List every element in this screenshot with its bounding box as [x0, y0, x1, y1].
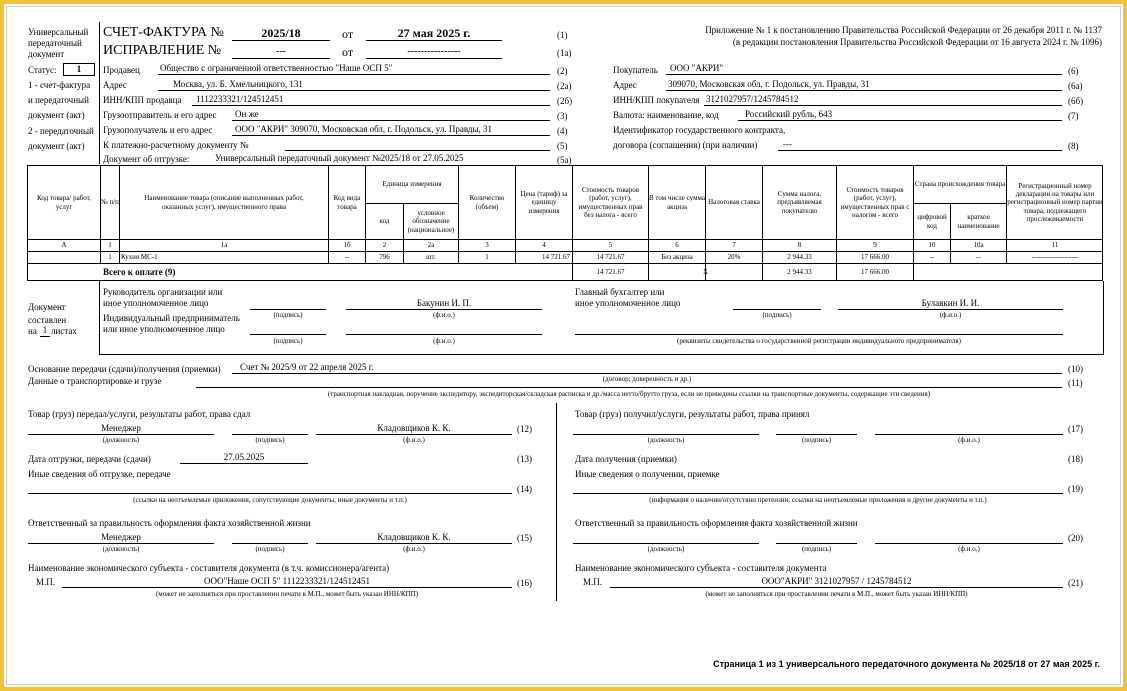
th-country-code: цифровой код	[917, 213, 947, 230]
correction-title: ИСПРАВЛЕНИЕ №	[103, 43, 222, 58]
other-ship-label: Иные сведения об отгрузке, передаче	[28, 469, 171, 479]
resp-right-sign-cap: (подпись)	[801, 545, 832, 553]
resp-left-sign-cap: (подпись)	[255, 545, 285, 553]
buyer-addr-label: Адрес	[613, 80, 637, 90]
resp-right-label: Ответственный за правильность оформления факта хозяйственной жизни	[575, 518, 858, 528]
given-position-line	[28, 434, 214, 435]
status-value: 1	[76, 64, 82, 74]
col-number: 1	[108, 241, 112, 250]
basis-code: (10)	[1068, 364, 1083, 374]
gov-value: ---	[783, 139, 792, 149]
buyer-inn-code: (6б)	[1068, 96, 1084, 106]
resp-left-position: Менеджер	[101, 532, 141, 542]
total-tax: 2 944.33	[787, 267, 812, 276]
total-cost: 14 721.67	[596, 267, 625, 276]
row-unit-name: шт.	[426, 253, 436, 262]
entity-left-label: Наименование экономического субъекта - составителя документа (в т.ч. комиссионера/агента)	[28, 563, 390, 573]
total-label: Всего к оплате (9)	[103, 267, 176, 277]
col-number: 5	[608, 241, 613, 250]
entity-left-cap: (может не заполняться при проставлении печати в М.П., может быть указан ИНН/КПП)	[155, 590, 419, 598]
seller-inn-line	[192, 105, 550, 106]
received-fio-cap: (ф.и.о.)	[958, 436, 980, 444]
col-number: 1б	[343, 241, 351, 250]
seller-addr-line	[158, 90, 550, 91]
sign-left-border	[99, 281, 100, 355]
row-price: 14 721.67	[542, 253, 570, 262]
th-price: Цена (тариф) за единицу измерения	[520, 190, 568, 215]
th-code: Код товара/ работ, услуг	[37, 194, 91, 211]
correction-from: от	[342, 45, 354, 59]
col-number: 9	[873, 241, 877, 250]
ip-sign-line	[250, 334, 326, 335]
payment-line	[285, 150, 550, 151]
entity-right: ООО"АКРИ" 3121027957 / 1245784512	[761, 576, 912, 586]
seller-inn-code: (2б)	[557, 96, 573, 106]
col-number: А	[61, 241, 67, 250]
buyer-inn: 3121027957/1245784512	[706, 94, 799, 104]
row-code	[28, 252, 100, 263]
correction-date: ----------------	[407, 46, 461, 57]
received-sign-cap: (подпись)	[801, 436, 832, 444]
buyer-name: ООО "АКРИ"	[670, 63, 724, 73]
consignee: ООО "АКРИ" 309070, Московская обл, г. Подольск, ул. Правды, 31	[235, 124, 493, 134]
ip-reg-line	[575, 334, 1063, 335]
invoice-from: от	[342, 27, 354, 41]
th-unit-name: условное обозначение (национальное)	[407, 209, 455, 234]
shipdoc-label: Документ об отгрузке:	[103, 154, 190, 164]
code-14: (14)	[517, 484, 532, 494]
ship-date-label: Дата отгрузки, передачи (сдачи)	[28, 454, 151, 464]
entity-left: ООО"Наше ОСП 5" 1112233321/124512451	[204, 576, 370, 586]
seller-inn-label: ИНН/КПП продавца	[103, 95, 182, 105]
th-tax: Сумма налога, предъявляемая покупателю	[777, 190, 822, 215]
recv-date-label: Дата получения (приемки)	[575, 454, 677, 464]
invoice-code: (1)	[557, 30, 568, 40]
transport-line	[196, 387, 1062, 388]
head-name: Бакунин И. П.	[416, 298, 472, 308]
col-number: 8	[797, 241, 802, 250]
head-sign-cap: (подпись)	[273, 311, 303, 319]
th-num: № п/п	[101, 198, 119, 207]
ip-fio-cap: (ф.и.о.)	[433, 337, 455, 345]
seller-label: Продавец	[103, 65, 140, 75]
seller-code: (2)	[557, 66, 568, 76]
payment-code: (5)	[557, 141, 568, 151]
consignee-code: (4)	[557, 126, 568, 136]
resp-left-label: Ответственный за правильность оформления факта хозяйственной жизни	[28, 518, 311, 528]
doc-compiled-3: на	[28, 326, 37, 336]
basis-cap: (договор; доверенность и др.)	[602, 375, 692, 383]
total-sum: 17 666.00	[861, 267, 889, 276]
mp-right: М.П.	[583, 577, 603, 587]
invoice-number-line	[232, 40, 330, 41]
resp-left-pos-cap: (должность)	[102, 545, 140, 553]
row-excise: Без акциза	[661, 253, 693, 262]
given-sign-line	[232, 434, 308, 435]
ip-sign-cap: (подпись)	[273, 337, 303, 345]
currency: Российский рубль, 643	[745, 109, 833, 119]
status-note5: документ (акт)	[28, 141, 85, 151]
ship-date-line	[180, 463, 308, 464]
given-sign-cap: (подпись)	[255, 436, 285, 444]
buyer-inn-line	[704, 105, 1062, 106]
payment-label: К платежно-расчетному документу №	[103, 140, 249, 150]
row-cost: 14 721.67	[596, 253, 625, 262]
buyer-addr-code: (6а)	[1068, 81, 1083, 91]
row-rate: 20%	[727, 253, 741, 262]
invoice-date-line	[366, 40, 502, 41]
entity-left-line	[62, 587, 512, 588]
th-excise: В том числе сумма акциза	[649, 194, 705, 211]
buyer-addr-line	[666, 90, 1062, 91]
col-number: 10а	[973, 241, 984, 250]
th-rate: Налоговая ставка	[708, 198, 760, 207]
appendix-line2: (в редакции постановления Правительства Российской Федерации от 16 августа 2024 г. № 1096)	[732, 37, 1102, 47]
head-name-line	[346, 309, 542, 310]
gov-label1: Идентификатор государственного контракта,	[613, 125, 786, 135]
code-20: (20)	[1068, 533, 1083, 543]
row-name: Кухня МС-1	[121, 253, 158, 262]
status-note4: 2 - передаточный	[28, 126, 94, 136]
shipdoc: Универсальный передаточный документ №2025/18 от 27.05.2025	[215, 153, 464, 163]
mp-left: М.П.	[36, 577, 56, 587]
currency-line	[738, 120, 1062, 121]
col-number: 3	[485, 241, 489, 250]
col-number: 1а	[220, 241, 228, 250]
th-cost: Стоимость товаров (работ, услуг), имущественных прав без налога - всего	[578, 186, 643, 219]
acc-label-1: Главный бухгалтер или	[575, 287, 665, 297]
sign-bottom-border	[99, 354, 1103, 355]
code-17: (17)	[1068, 424, 1083, 434]
th-name: Наименование товара (описание выполненных работ, оказанных услуг), имущественного права	[144, 194, 304, 211]
received-sign-line	[776, 434, 857, 435]
status-note1: 1 - счет-фактура	[28, 80, 91, 90]
given-pos-cap: (должность)	[102, 436, 140, 444]
basis-value: Счет № 2025/9 от 22 апреля 2025 г.	[240, 362, 374, 372]
buyer-label: Покупатель	[613, 65, 658, 75]
shipper: Он же	[235, 109, 259, 119]
received-position-line	[573, 434, 759, 435]
head-label-1: Руководитель организации или	[103, 287, 223, 297]
doc-type-label: Универсальный передаточный документ	[28, 27, 89, 59]
row-country-code: --	[929, 253, 935, 262]
th-country: Страна происхождения товара	[914, 180, 1006, 189]
resp-left-position-line	[28, 543, 214, 544]
resp-left-name: Кладовщиков К. К.	[377, 532, 451, 542]
status-label: Статус:	[28, 65, 57, 75]
row-country-name: --	[976, 253, 981, 262]
entity-right-line	[610, 587, 1063, 588]
correction-number: ---	[276, 46, 286, 57]
shipper-code: (3)	[557, 111, 568, 121]
resp-left-name-line	[316, 543, 512, 544]
basis-label: Основание передачи (сдачи)/получения (приемки)	[28, 364, 221, 374]
head-sign-line	[250, 309, 326, 310]
resp-right-name-line	[875, 543, 1063, 544]
appendix-line1: Приложение № 1 к постановлению Правительства Российской Федерации от 26 декабря 2011 г. № 1137	[705, 25, 1102, 35]
buyer-name-line	[666, 74, 1062, 75]
col-number: 4	[542, 241, 546, 250]
shipper-label: Грузоотправитель и его адрес	[103, 110, 217, 120]
seller-addr-code: (2а)	[557, 81, 572, 91]
status-note3: документ (акт)	[28, 110, 85, 120]
row-num: 1	[108, 253, 112, 262]
col-number: 2а	[427, 241, 435, 250]
buyer-addr: 309070, Московская обл, г. Подольск, ул. Правды, 31	[668, 79, 870, 89]
status-note2: и передаточный	[28, 95, 89, 105]
code-12: (12)	[517, 424, 532, 434]
resp-left-fio-cap: (ф.и.о.)	[403, 545, 425, 553]
ip-label-1: Индивидуальный предприниматель	[103, 313, 240, 323]
transport-label: Данные о транспортировке и грузе	[28, 376, 162, 386]
doc-compiled-1: Документ	[28, 302, 66, 312]
correction-code: (1а)	[557, 48, 572, 58]
code-16: (16)	[517, 578, 532, 588]
row-kind: --	[344, 253, 350, 262]
buyer-code: (6)	[1068, 66, 1079, 76]
total-excise: Х	[702, 267, 709, 276]
correction-date-line	[366, 58, 502, 59]
invoice-title: СЧЕТ-ФАКТУРА №	[103, 25, 224, 40]
th-reg: Регистрационный номер декларации на товары или регистрационный номер партии товара, подлежащего прослеживаемости	[1007, 182, 1103, 223]
resp-right-pos-cap: (должность)	[647, 545, 685, 553]
resp-right-position-line	[573, 543, 759, 544]
col-number: 7	[732, 241, 736, 250]
header-divider	[99, 22, 100, 164]
currency-label: Валюта: наименование, код	[613, 110, 719, 120]
doc-compiled-4: листах	[51, 326, 77, 336]
gov-code: (8)	[1068, 141, 1079, 151]
code-15: (15)	[517, 533, 532, 543]
seller-inn: 1112233321/124512451	[196, 94, 284, 104]
code-18: (18)	[1068, 454, 1083, 464]
row-qty: 1	[485, 253, 489, 262]
given-name-line	[316, 434, 512, 435]
col-number: 2	[382, 241, 387, 250]
table-hline-row	[27, 263, 1103, 264]
given-name: Кладовщиков К. К.	[377, 423, 451, 433]
received-pos-cap: (должность)	[647, 436, 685, 444]
shipper-line	[232, 120, 550, 121]
other-ship-line	[28, 493, 512, 494]
th-country-name: краткое наименование	[957, 213, 1000, 230]
row-unit-code: 796	[379, 253, 390, 262]
ip-name-line	[346, 334, 542, 335]
entity-right-label: Наименование экономического субъекта - составителя документа	[575, 563, 827, 573]
correction-number-line	[232, 58, 330, 59]
th-unit: Единица измерения	[382, 180, 442, 189]
invoice-date: 27 мая 2025 г.	[397, 26, 471, 40]
acc-sign-cap: (подпись)	[762, 311, 792, 319]
acc-label-2: иное уполномоченное лицо	[575, 298, 681, 308]
other-recv-label: Иные сведения о получении, приемке	[575, 469, 720, 479]
gov-label2: договора (соглашения) (при наличии)	[613, 140, 758, 150]
currency-code: (7)	[1068, 111, 1079, 121]
th-kind: Код вида товара	[333, 194, 361, 211]
middle-divider	[556, 403, 557, 601]
transport-code: (11)	[1068, 378, 1083, 388]
sign-right-border	[1103, 281, 1104, 355]
acc-sign-line	[733, 309, 821, 310]
given-label: Товар (груз) передал/услуги, результаты работ, права сдал	[28, 409, 251, 419]
code-19: (19)	[1068, 484, 1083, 494]
entity-right-cap: (может не заполняться при проставлении печати в М.П., может быть указан ИНН/КПП)	[705, 590, 968, 598]
acc-name: Булавкин И. И.	[921, 298, 980, 308]
col-number: 6	[675, 241, 679, 250]
seller-name: Общество с ограниченной ответственностью "Наше ОСП 5"	[160, 63, 393, 73]
resp-left-sign-line	[232, 543, 308, 544]
th-total: Стоимость товаров (работ, услуг), имущественных прав с налогом - всего	[840, 186, 910, 219]
given-fio-cap: (ф.и.о.)	[403, 436, 425, 444]
ip-label-2: или иное уполномоченное лицо	[103, 324, 225, 334]
code-13: (13)	[517, 454, 532, 464]
buyer-inn-label: ИНН/КПП покупателя	[613, 95, 700, 105]
row-tax: 2 944.33	[787, 253, 812, 262]
other-ship-cap: (ссылки на неотъемлемые приложения, сопутствующие документы, иные документы и т.п.)	[133, 496, 407, 504]
doc-pages-line	[40, 336, 50, 337]
other-recv-line	[573, 493, 1063, 494]
page-footer: Страница 1 из 1 универсального передаточного документа № 2025/18 от 27 мая 2025 г.	[713, 659, 1100, 669]
row-total: 17 666.00	[861, 253, 889, 262]
seller-addr-label: Адрес	[103, 80, 127, 90]
other-recv-cap: (информация о наличии/отсутствии претензии; ссылки на неотъемлемые приложения и другие документы и т.п.)	[649, 496, 987, 504]
acc-fio-cap: (ф.и.о.)	[939, 311, 962, 319]
ship-date: 27.05.2025	[223, 452, 265, 462]
received-name-line	[875, 434, 1063, 435]
given-position: Менеджер	[101, 423, 141, 433]
received-label: Товар (груз) получил/услуги, результаты работ, права принял	[575, 409, 810, 419]
doc-pages: 1	[42, 325, 48, 335]
resp-right-fio-cap: (ф.и.о.)	[958, 545, 980, 553]
basis-line	[232, 373, 1062, 374]
consignee-label: Грузополучатель и его адрес	[103, 125, 213, 135]
head-label-2: иное уполномоченное лицо	[103, 298, 209, 308]
code-21: (21)	[1068, 578, 1083, 588]
doc-compiled-2: составлен	[28, 315, 67, 325]
col-number: 11	[1051, 241, 1059, 250]
ip-reg-cap: (реквизиты свидетельства о государственной регистрации индивидуального предпринимателя)	[677, 337, 961, 345]
consignee-line	[232, 135, 550, 136]
col-number: 10	[928, 241, 936, 250]
transport-cap: (транспортная накладная, поручение экспедитору, экспедиторская/складская расписка и др./масса нетто/брутто груза, если не приведены ссылки на транспортные документы, содержащие эти сведения)	[327, 390, 931, 398]
resp-right-sign-line	[776, 543, 857, 544]
th-unit-code: код	[379, 217, 390, 226]
head-fio-cap: (ф.и.о.)	[433, 311, 455, 319]
shipdoc-code: (5а)	[557, 155, 572, 165]
th-qty: Количество (объем)	[469, 194, 505, 211]
seller-addr: Москва, ул. Б. Хмельницкого, 131	[173, 79, 303, 89]
gov-line	[778, 150, 1062, 151]
invoice-number: 2025/18	[261, 26, 301, 40]
row-reg: --------------------	[1031, 253, 1079, 262]
seller-name-line	[158, 74, 550, 75]
acc-name-line	[838, 309, 1063, 310]
